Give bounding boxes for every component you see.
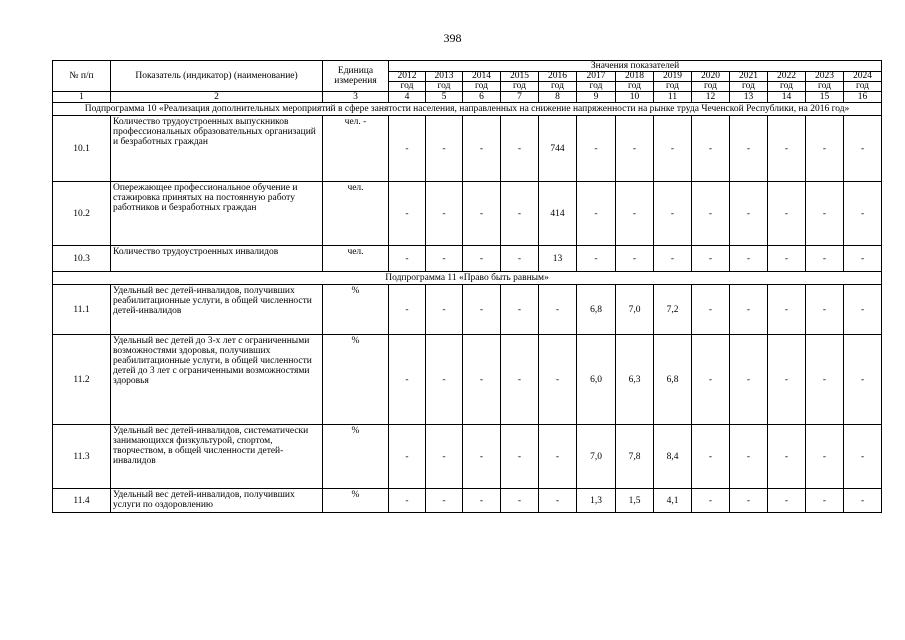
value-cell: - bbox=[463, 116, 501, 182]
value-cell: - bbox=[389, 335, 426, 425]
value-cell: - bbox=[692, 285, 730, 335]
value-cell: - bbox=[389, 489, 426, 513]
header-year: 2023 bbox=[806, 72, 844, 82]
value-cell: - bbox=[844, 285, 882, 335]
header-year: 2020 bbox=[692, 72, 730, 82]
value-cell: - bbox=[768, 285, 806, 335]
unit-of-measure: чел. bbox=[323, 246, 389, 272]
header-year: 2012 bbox=[389, 72, 426, 82]
value-cell: 13 bbox=[539, 246, 577, 272]
value-cell: - bbox=[692, 182, 730, 246]
subprogram-title: Подпрограмма 11 «Право быть равным» bbox=[53, 272, 882, 285]
value-cell: - bbox=[730, 182, 768, 246]
subprogram-row bbox=[53, 103, 882, 116]
value-cell: 7,0 bbox=[577, 425, 616, 489]
value-cell: - bbox=[730, 489, 768, 513]
value-cell: - bbox=[501, 246, 539, 272]
table-row bbox=[53, 246, 882, 272]
value-cell: - bbox=[692, 246, 730, 272]
table-header bbox=[53, 61, 882, 103]
header-column-index: 13 bbox=[730, 92, 768, 103]
header-column-index: 1 bbox=[53, 92, 111, 103]
indicator-name: Удельный вес детей-инвалидов, получивших услуги по оздоровлению bbox=[111, 489, 323, 513]
unit-of-measure: чел. - bbox=[323, 116, 389, 182]
header-year-unit: год bbox=[616, 82, 654, 92]
header-year-unit: год bbox=[768, 82, 806, 92]
value-cell: 6,8 bbox=[654, 335, 692, 425]
value-cell: - bbox=[730, 116, 768, 182]
value-cell: 1,3 bbox=[577, 489, 616, 513]
value-cell: - bbox=[501, 116, 539, 182]
header-year-unit: год bbox=[501, 82, 539, 92]
value-cell: - bbox=[426, 246, 463, 272]
value-cell: - bbox=[539, 285, 577, 335]
table-row bbox=[53, 489, 882, 513]
value-cell: 8,4 bbox=[654, 425, 692, 489]
value-cell: - bbox=[501, 425, 539, 489]
subprogram-row bbox=[53, 272, 882, 285]
value-cell: - bbox=[806, 246, 844, 272]
value-cell: - bbox=[844, 246, 882, 272]
header-year: 2013 bbox=[426, 72, 463, 82]
header-column-index: 4 bbox=[389, 92, 426, 103]
header-column-index: 7 bbox=[501, 92, 539, 103]
value-cell: - bbox=[426, 182, 463, 246]
header-column-index: 2 bbox=[111, 92, 323, 103]
header-year: 2022 bbox=[768, 72, 806, 82]
header-year-unit: год bbox=[539, 82, 577, 92]
value-cell: 7,8 bbox=[616, 425, 654, 489]
header-year-unit: год bbox=[692, 82, 730, 92]
value-cell: - bbox=[768, 116, 806, 182]
value-cell: - bbox=[654, 246, 692, 272]
unit-of-measure: % bbox=[323, 489, 389, 513]
value-cell: 6,3 bbox=[616, 335, 654, 425]
value-cell: - bbox=[844, 182, 882, 246]
table-row bbox=[53, 116, 882, 182]
row-number: 11.2 bbox=[53, 335, 111, 425]
indicator-name: Удельный вес детей-инвалидов, систематически занимающихся физкультурой, спортом, творчеством, в общей численности детей-инвалидов bbox=[111, 425, 323, 489]
header-column-index: 5 bbox=[426, 92, 463, 103]
value-cell: - bbox=[806, 335, 844, 425]
indicators-table bbox=[52, 60, 882, 513]
value-cell: 744 bbox=[539, 116, 577, 182]
header-year-unit: год bbox=[730, 82, 768, 92]
value-cell: - bbox=[426, 285, 463, 335]
value-cell: - bbox=[844, 335, 882, 425]
row-number: 11.1 bbox=[53, 285, 111, 335]
header-index-row bbox=[53, 92, 882, 103]
row-number: 10.2 bbox=[53, 182, 111, 246]
header-year-unit: год bbox=[426, 82, 463, 92]
indicator-name: Удельный вес детей до 3-х лет с ограниченными возможностями здоровья, получивших реабилитационные услуги, в общей численности детей до 3 лет с ограниченными возможностями здоровья bbox=[111, 335, 323, 425]
value-cell: - bbox=[844, 116, 882, 182]
indicator-name: Количество трудоустроенных инвалидов bbox=[111, 246, 323, 272]
row-number: 11.3 bbox=[53, 425, 111, 489]
row-number: 10.3 bbox=[53, 246, 111, 272]
value-cell: - bbox=[768, 246, 806, 272]
value-cell: - bbox=[577, 116, 616, 182]
header-column-index: 3 bbox=[323, 92, 389, 103]
value-cell: - bbox=[426, 116, 463, 182]
header-column-index: 9 bbox=[577, 92, 616, 103]
value-cell: - bbox=[463, 489, 501, 513]
header-column-index: 12 bbox=[692, 92, 730, 103]
value-cell: - bbox=[730, 246, 768, 272]
value-cell: - bbox=[501, 285, 539, 335]
value-cell: - bbox=[539, 335, 577, 425]
value-cell: - bbox=[616, 116, 654, 182]
header-year-unit: год bbox=[654, 82, 692, 92]
page-number: 398 bbox=[443, 31, 462, 45]
value-cell: - bbox=[389, 425, 426, 489]
value-cell: - bbox=[692, 335, 730, 425]
value-cell: - bbox=[463, 182, 501, 246]
value-cell: - bbox=[768, 335, 806, 425]
value-cell: 7,0 bbox=[616, 285, 654, 335]
value-cell: - bbox=[768, 182, 806, 246]
header-year-unit: год bbox=[844, 82, 882, 92]
value-cell: - bbox=[844, 489, 882, 513]
value-cell: - bbox=[654, 182, 692, 246]
header-column-index: 11 bbox=[654, 92, 692, 103]
value-cell: - bbox=[616, 246, 654, 272]
header-year-unit: год bbox=[806, 82, 844, 92]
table-row bbox=[53, 425, 882, 489]
unit-of-measure: % bbox=[323, 425, 389, 489]
header-indicator: Показатель (индикатор) (наименование) bbox=[111, 61, 323, 92]
value-cell: - bbox=[806, 285, 844, 335]
value-cell: - bbox=[730, 335, 768, 425]
header-column-index: 10 bbox=[616, 92, 654, 103]
value-cell: - bbox=[616, 182, 654, 246]
header-year: 2018 bbox=[616, 72, 654, 82]
value-cell: - bbox=[577, 182, 616, 246]
header-values-group: Значения показателей bbox=[389, 61, 882, 72]
value-cell: - bbox=[654, 116, 692, 182]
value-cell: - bbox=[426, 335, 463, 425]
header-year: 2015 bbox=[501, 72, 539, 82]
value-cell: - bbox=[730, 285, 768, 335]
value-cell: - bbox=[539, 425, 577, 489]
header-year: 2017 bbox=[577, 72, 616, 82]
header-column-index: 6 bbox=[463, 92, 501, 103]
header-year-unit: год bbox=[463, 82, 501, 92]
value-cell: - bbox=[463, 335, 501, 425]
value-cell: - bbox=[844, 425, 882, 489]
header-year-unit: год bbox=[577, 82, 616, 92]
row-number: 10.1 bbox=[53, 116, 111, 182]
subprogram-title: Подпрограмма 10 «Реализация дополнительных мероприятий в сфере занятости населения, направленных на снижение напряженности на рынке труда Чеченской Республики, на 2016 год» bbox=[53, 103, 882, 116]
table-row bbox=[53, 335, 882, 425]
value-cell: - bbox=[426, 489, 463, 513]
value-cell: - bbox=[501, 489, 539, 513]
header-column-index: 14 bbox=[768, 92, 806, 103]
value-cell: - bbox=[806, 489, 844, 513]
value-cell: - bbox=[806, 182, 844, 246]
header-year: 2014 bbox=[463, 72, 501, 82]
header-column-index: 8 bbox=[539, 92, 577, 103]
header-year: 2016 bbox=[539, 72, 577, 82]
value-cell: - bbox=[730, 425, 768, 489]
header-year: 2024 bbox=[844, 72, 882, 82]
unit-of-measure: % bbox=[323, 285, 389, 335]
value-cell: - bbox=[463, 246, 501, 272]
header-year: 2021 bbox=[730, 72, 768, 82]
value-cell: - bbox=[692, 116, 730, 182]
value-cell: - bbox=[692, 489, 730, 513]
value-cell: 414 bbox=[539, 182, 577, 246]
unit-of-measure: % bbox=[323, 335, 389, 425]
value-cell: - bbox=[768, 425, 806, 489]
header-column-index: 15 bbox=[806, 92, 844, 103]
table-row bbox=[53, 285, 882, 335]
indicator-name: Опережающее профессиональное обучение и стажировка принятых на постоянную работу работников и безработных граждан bbox=[111, 182, 323, 246]
value-cell: - bbox=[463, 425, 501, 489]
value-cell: - bbox=[577, 246, 616, 272]
row-number: 11.4 bbox=[53, 489, 111, 513]
value-cell: - bbox=[768, 489, 806, 513]
value-cell: - bbox=[539, 489, 577, 513]
value-cell: - bbox=[389, 246, 426, 272]
value-cell: - bbox=[389, 182, 426, 246]
unit-of-measure: чел. bbox=[323, 182, 389, 246]
table-body bbox=[53, 103, 882, 513]
header-unit: Единица измерения bbox=[323, 61, 389, 92]
table-row bbox=[53, 182, 882, 246]
header-year-unit: год bbox=[389, 82, 426, 92]
header-year: 2019 bbox=[654, 72, 692, 82]
value-cell: - bbox=[426, 425, 463, 489]
value-cell: - bbox=[806, 425, 844, 489]
indicator-name: Удельный вес детей-инвалидов, получивших реабилитационные услуги, в общей численности детей-инвалидов bbox=[111, 285, 323, 335]
value-cell: - bbox=[389, 285, 426, 335]
value-cell: 6,0 bbox=[577, 335, 616, 425]
value-cell: - bbox=[806, 116, 844, 182]
value-cell: - bbox=[389, 116, 426, 182]
value-cell: - bbox=[692, 425, 730, 489]
value-cell: 1,5 bbox=[616, 489, 654, 513]
value-cell: - bbox=[501, 182, 539, 246]
value-cell: - bbox=[501, 335, 539, 425]
value-cell: 4,1 bbox=[654, 489, 692, 513]
header-column-index: 16 bbox=[844, 92, 882, 103]
value-cell: 6,8 bbox=[577, 285, 616, 335]
value-cell: - bbox=[463, 285, 501, 335]
value-cell: 7,2 bbox=[654, 285, 692, 335]
indicator-name: Количество трудоустроенных выпускников профессиональных образовательных организаций и безработных граждан bbox=[111, 116, 323, 182]
header-number: № п/п bbox=[53, 61, 111, 92]
